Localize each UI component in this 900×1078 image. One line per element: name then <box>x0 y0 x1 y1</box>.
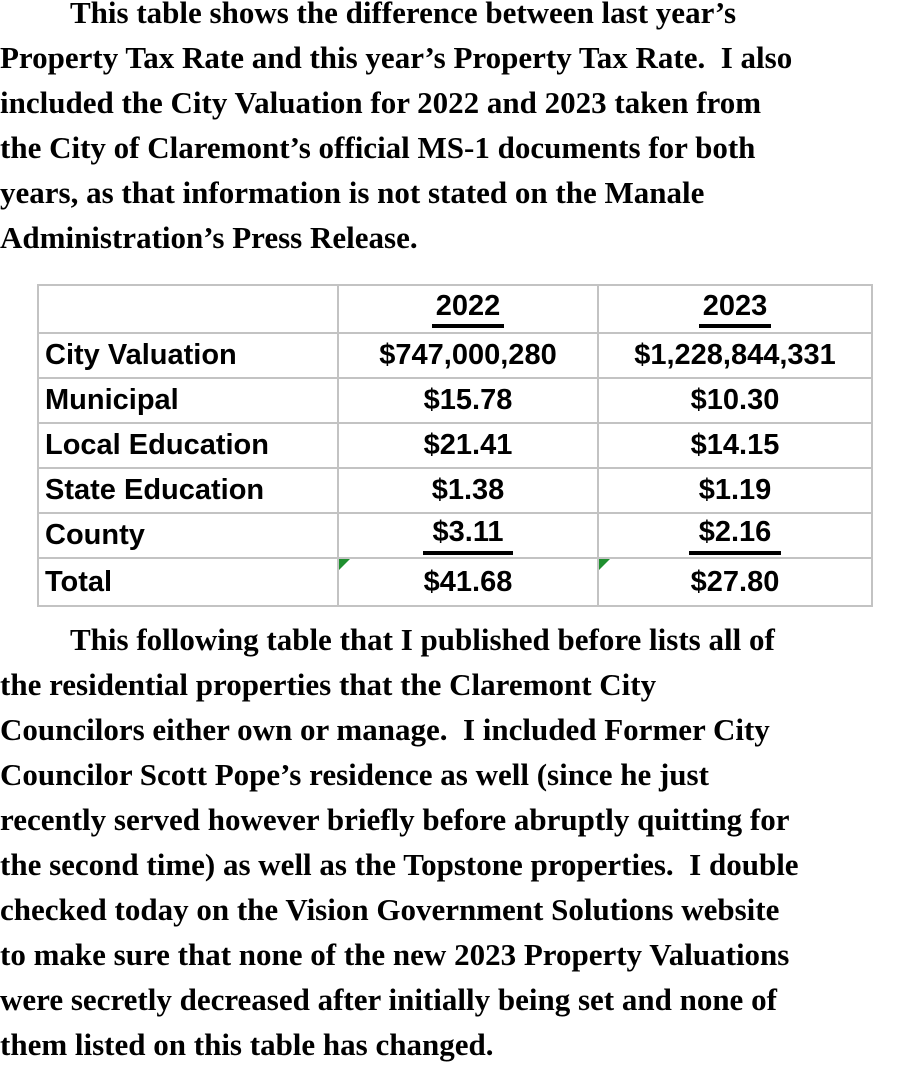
text-line: Property Tax Rate and this year’s Property Tax Rate. I also <box>0 40 793 75</box>
row-label: County <box>38 513 338 558</box>
row-label: Local Education <box>38 423 338 468</box>
value-cell-2023: $1,228,844,331 <box>598 333 872 378</box>
tax-rate-table <box>37 284 873 607</box>
text-line: Administration’s Press Release. <box>0 220 418 255</box>
value-cell-2022: $747,000,280 <box>338 333 598 378</box>
text-line: included the City Valuation for 2022 and 2023 taken from <box>0 85 762 120</box>
underlined-year: 2023 <box>699 291 772 327</box>
value-cell-2022: $15.78 <box>338 378 598 423</box>
text-line: checked today on the Vision Government Solutions website <box>0 892 780 927</box>
formula-indicator-icon <box>599 559 610 570</box>
text-line: Councilors either own or manage. I included Former City <box>0 712 770 747</box>
underlined-value: $2.16 <box>689 517 782 554</box>
value-cell-2023: $10.30 <box>598 378 872 423</box>
text-line: to make sure that none of the new 2023 Property Valuations <box>0 937 790 972</box>
text-line: were secretly decreased after initially being set and none of <box>0 982 777 1017</box>
paragraph-properties-note <box>0 617 900 1067</box>
text-line: This following table that I published before lists all of <box>70 622 775 657</box>
paragraph-intro <box>0 0 900 260</box>
row-label: State Education <box>38 468 338 513</box>
column-header-2023 <box>598 285 872 333</box>
value-cell-2023: $14.15 <box>598 423 872 468</box>
underlined-value: $3.11 <box>423 517 514 554</box>
value-cell-2023 <box>598 513 872 558</box>
text-line: recently served however briefly before abruptly quitting for <box>0 802 790 837</box>
table-row-total <box>38 558 872 606</box>
table-row-state-education <box>38 468 872 513</box>
text-line: the City of Claremont’s official MS-1 documents for both <box>0 130 756 165</box>
text-line: This table shows the difference between last year’s <box>70 0 737 30</box>
value-cell-2022: $1.38 <box>338 468 598 513</box>
row-label: City Valuation <box>38 333 338 378</box>
formula-indicator-icon <box>339 559 350 570</box>
text-line: years, as that information is not stated on the Manale <box>0 175 705 210</box>
text-line: them listed on this table has changed. <box>0 1027 494 1062</box>
value-cell-2023: $27.80 <box>598 558 872 606</box>
table-row-county <box>38 513 872 558</box>
table-row-municipal <box>38 378 872 423</box>
value-cell-2023: $1.19 <box>598 468 872 513</box>
row-label: Municipal <box>38 378 338 423</box>
column-header-2022 <box>338 285 598 333</box>
text-line: Councilor Scott Pope’s residence as well (since he just <box>0 757 709 792</box>
value-cell-2022: $21.41 <box>338 423 598 468</box>
column-header-blank <box>38 285 338 333</box>
underlined-year: 2022 <box>432 291 505 327</box>
text-line: the residential properties that the Claremont City <box>0 667 657 702</box>
value-cell-2022: $41.68 <box>338 558 598 606</box>
text-line: the second time) as well as the Topstone properties. I double <box>0 847 799 882</box>
table-row-local-education <box>38 423 872 468</box>
row-label: Total <box>38 558 338 606</box>
table-header-row <box>38 285 872 333</box>
table-row-city-valuation <box>38 333 872 378</box>
value-cell-2022 <box>338 513 598 558</box>
